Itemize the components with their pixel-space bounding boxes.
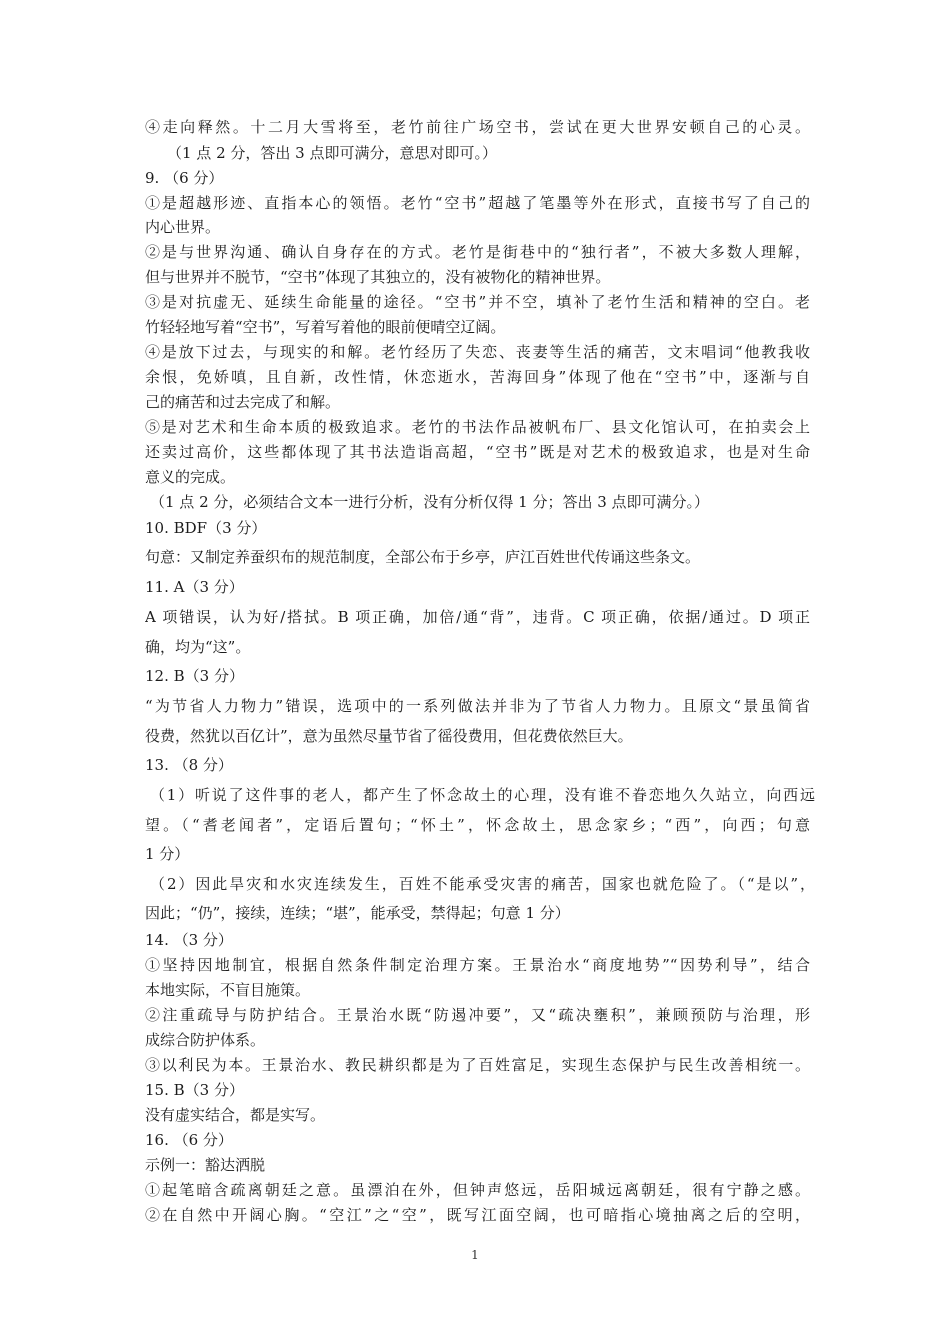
page-number: 1 bbox=[471, 1248, 479, 1262]
text-line: ④走向释然。十二月大雪将至，老竹前往广场空书，尝试在更大世界安顿自己的心灵。 bbox=[145, 118, 810, 136]
text-line: 本地实际，不盲目施策。 bbox=[145, 981, 311, 999]
text-line: 13. （8 分） bbox=[145, 756, 233, 774]
text-line: ②注重疏导与防护结合。王景治水既“防遏冲要”，又“疏决壅积”，兼顾预防与治理，形 bbox=[145, 1006, 810, 1024]
text-line: 确，均为“这”。 bbox=[145, 638, 251, 656]
text-line: ①起笔暗含疏离朝廷之意。虽漂泊在外，但钟声悠远，岳阳城远离朝廷，很有宁静之感。 bbox=[145, 1181, 810, 1199]
text-line: 成综合防护体系。 bbox=[145, 1031, 266, 1049]
text-line: （1 点 2 分，必须结合文本一进行分析，没有分析仅得 1 分；答出 3 点即可满分。） bbox=[150, 493, 710, 511]
text-line: （1 点 2 分，答出 3 点即可满分，意思对即可。） bbox=[167, 144, 497, 162]
text-line: 16. （6 分） bbox=[145, 1131, 233, 1149]
text-line: 内心世界。 bbox=[145, 218, 221, 236]
text-line: 己的痛苦和过去完成了和解。 bbox=[145, 393, 341, 411]
text-line: 15. B（3 分） bbox=[145, 1081, 244, 1099]
text-line: ④是放下过去，与现实的和解。老竹经历了失恋、丧妻等生活的痛苦，文末唱词“他教我收 bbox=[145, 343, 810, 361]
text-line: 10. BDF（3 分） bbox=[145, 519, 267, 537]
text-line: 余恨，免娇嗔，且自新，改性情，休恋逝水，苦海回身”体现了他在“空书”中，逐渐与自 bbox=[145, 368, 810, 386]
text-line: 11. A（3 分） bbox=[145, 578, 244, 596]
text-line: ①是超越形迹、直指本心的领悟。老竹“空书”超越了笔墨等外在形式，直接书写了自己的 bbox=[145, 194, 810, 212]
text-line: ③以利民为本。王景治水、教民耕织都是为了百姓富足，实现生态保护与民生改善相统一。 bbox=[145, 1056, 810, 1074]
text-line: 但与世界并不脱节，“空书”体现了其独立的，没有被物化的精神世界。 bbox=[145, 268, 611, 286]
text-line: 还卖过高价，这些都体现了其书法造诣高超，“空书”既是对艺术的极致追求，也是对生命 bbox=[145, 443, 810, 461]
text-line: 意义的完成。 bbox=[145, 468, 236, 486]
text-line: ②在自然中开阔心胸。“空江”之“空”，既写江面空阔，也可暗指心境抽离之后的空明， bbox=[145, 1206, 810, 1224]
text-line: 句意：又制定养蚕织布的规范制度，全部公布于乡亭，庐江百姓世代传诵这些条文。 bbox=[145, 548, 701, 566]
text-line: 1 分） bbox=[145, 845, 190, 863]
text-line: 没有虚实结合，都是实写。 bbox=[145, 1106, 326, 1124]
text-line: ②是与世界沟通、确认自身存在的方式。老竹是街巷中的“独行者”，不被大多数人理解， bbox=[145, 243, 810, 261]
text-line: 示例一：豁达洒脱 bbox=[145, 1156, 266, 1174]
text-line: 14. （3 分） bbox=[145, 931, 233, 949]
text-line: 12. B（3 分） bbox=[145, 667, 244, 685]
text-line: 竹轻轻地写着“空书”，写着写着他的眼前便晴空辽阔。 bbox=[145, 318, 506, 336]
text-line: 因此；“仍”，接续，连续；“堪”，能承受，禁得起；句意 1 分） bbox=[145, 904, 570, 922]
text-line: （1）听说了这件事的老人，都产生了怀念故土的心理，没有谁不眷恋地久久站立，向西远 bbox=[150, 786, 815, 804]
text-line: A 项错误，认为好/搭拭。B 项正确，加倍/通“背”，违背。C 项正确，依据/通过。D 项正 bbox=[145, 608, 810, 626]
text-line: 役费，然犹以百亿计”，意为虽然尽量节省了徭役费用，但花费依然巨大。 bbox=[145, 727, 633, 745]
text-line: 9. （6 分） bbox=[145, 169, 224, 187]
text-line: ①坚持因地制宜，根据自然条件制定治理方案。王景治水“商度地势”“因势利导”，结合 bbox=[145, 956, 810, 974]
text-line: 望。（“耆老闻者”，定语后置句；“怀土”，怀念故土，思念家乡；“西”，向西；句意 bbox=[145, 816, 810, 834]
text-line: ⑤是对艺术和生命本质的极致追求。老竹的书法作品被帆布厂、县文化馆认可，在拍卖会上 bbox=[145, 418, 810, 436]
text-line: （2）因此旱灾和水灾连续发生，百姓不能承受灾害的痛苦，国家也就危险了。（“是以”， bbox=[150, 875, 815, 893]
text-line: “为节省人力物力”错误，选项中的一系列做法并非为了节省人力物力。且原文“景虽简省 bbox=[145, 697, 810, 715]
text-line: ③是对抗虚无、延续生命能量的途径。“空书”并不空，填补了老竹生活和精神的空白。老 bbox=[145, 293, 810, 311]
